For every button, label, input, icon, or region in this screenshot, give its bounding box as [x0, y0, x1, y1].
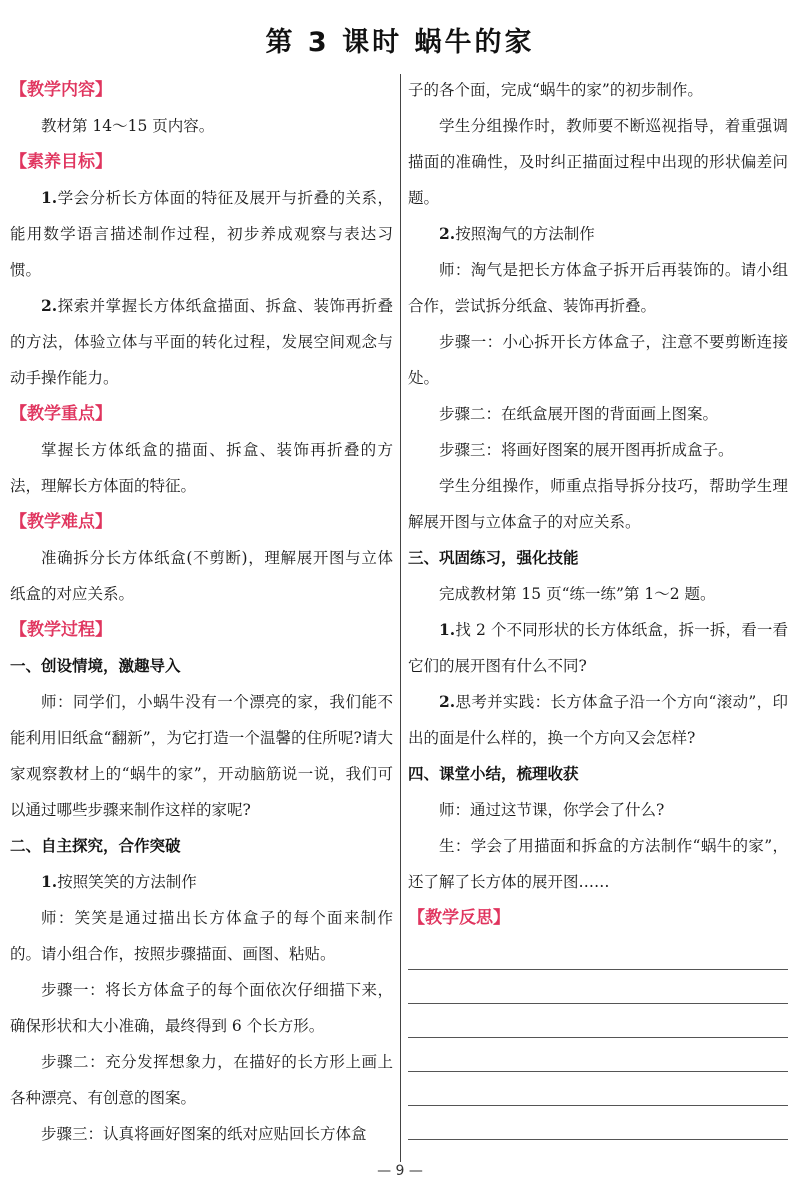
- section-3-heading: 三、巩固练习，强化技能: [408, 549, 579, 567]
- reflection-line: [408, 1071, 788, 1072]
- section-4-paragraph-1: 师：通过这节课，你学会了什么?: [439, 801, 665, 819]
- process-tag: 【教学过程】: [10, 620, 112, 640]
- section-3-item-2-text: 思考并实践：长方体盒子沿一个方向“滚动”，印出的面是什么样的，换一个方向又会怎样?: [408, 693, 788, 747]
- section-2-step-2: 步骤二：充分发挥想象力，在描好的长方形上画上各种漂亮、有创意的图案。: [10, 1053, 393, 1107]
- difficult-point-tag: 【教学难点】: [10, 512, 112, 532]
- group-work-paragraph: 学生分组操作，师重点指导拆分技巧，帮助学生理解展开图与立体盒子的对应关系。: [408, 477, 788, 531]
- taoqi-step-1: 步骤一：小心拆开长方体盒子，注意不要剪断连接处。: [408, 333, 788, 387]
- section-3-item-1-number: 1.: [439, 620, 456, 639]
- section-3-paragraph: 完成教材第 15 页“练一练”第 1～2 题。: [439, 585, 716, 603]
- section-1-paragraph: 师：同学们，小蜗牛没有一个漂亮的家，我们能不能利用旧纸盒“翻新”，为它打造一个温馨的住所呢?请大家观察教材上的“蜗牛的家”，开动脑筋说一说，我们可以通过哪些步骤来制作这样的家呢?: [10, 693, 393, 819]
- section-3-item-2: [408, 684, 788, 756]
- reflection-lines: [408, 969, 788, 1140]
- difficult-point-text: 准确拆分长方体纸盒(不剪断)，理解展开图与立体纸盒的对应关系。: [10, 549, 393, 603]
- step-3-continuation: 子的各个面，完成“蜗牛的家”的初步制作。: [408, 81, 703, 99]
- reflection-tag: 【教学反思】: [408, 908, 510, 928]
- section-2-step-1: 步骤一：将长方体盒子的每个面依次仔细描下来，确保形状和大小准确，最终得到 6 个长方形。: [10, 981, 393, 1035]
- goal-1: [10, 180, 393, 288]
- section-2-item-1: [10, 864, 393, 900]
- section-4-heading: 四、课堂小结，梳理收获: [408, 765, 579, 783]
- section-2-item-2-text: 按照淘气的方法制作: [455, 225, 595, 243]
- reflection-line: [408, 1003, 788, 1004]
- section-3-item-2-number: 2.: [439, 692, 456, 711]
- goal-2-text: 探索并掌握长方体纸盒描面、拆盒、装饰再折叠的方法，体验立体与平面的转化过程，发展空间观念与动手操作能力。: [10, 297, 393, 387]
- section-2-item-2: [408, 216, 788, 252]
- section-2-paragraph: 师：笑笑是通过描出长方体盒子的每个面来制作的。请小组合作，按照步骤描面、画图、粘贴。: [10, 909, 393, 963]
- section-4-paragraph-2: 生：学会了用描面和拆盒的方法制作“蜗牛的家”，还了解了长方体的展开图……: [408, 837, 788, 891]
- content-text: 教材第 14～15 页内容。: [41, 117, 215, 135]
- taoqi-paragraph: 师：淘气是把长方体盒子拆开后再装饰的。请小组合作，尝试拆分纸盒、装饰再折叠。: [408, 261, 788, 315]
- goals-tag: 【素养目标】: [10, 152, 112, 172]
- section-2-item-1-number: 1.: [41, 872, 58, 891]
- taoqi-step-3: 步骤三：将画好图案的展开图再折成盒子。: [439, 441, 734, 459]
- column-divider: [400, 74, 401, 1162]
- section-2-item-2-number: 2.: [439, 224, 456, 243]
- section-2-item-1-text: 按照笑笑的方法制作: [57, 873, 197, 891]
- goal-2: [10, 288, 393, 396]
- reflection-line: [408, 1139, 788, 1140]
- left-column: [10, 72, 393, 1152]
- goal-1-number: 1.: [41, 188, 58, 207]
- guidance-paragraph: 学生分组操作时，教师要不断巡视指导，着重强调描面的准确性，及时纠正描面过程中出现的形状偏差问题。: [408, 117, 788, 207]
- goal-1-text: 学会分析长方体面的特征及展开与折叠的关系，能用数学语言描述制作过程，初步养成观察与表达习惯。: [10, 189, 393, 279]
- section-2-heading: 二、自主探究，合作突破: [10, 837, 181, 855]
- section-2-step-3: 步骤三：认真将画好图案的纸对应贴回长方体盒: [41, 1125, 367, 1143]
- reflection-line: [408, 1105, 788, 1106]
- right-column: [408, 72, 788, 1140]
- key-point-tag: 【教学重点】: [10, 404, 112, 424]
- reflection-line: [408, 1037, 788, 1038]
- page-number: — 9 —: [377, 1163, 423, 1179]
- reflection-line: [408, 969, 788, 970]
- content-tag: 【教学内容】: [10, 80, 112, 100]
- goal-2-number: 2.: [41, 296, 58, 315]
- section-3-item-1: [408, 612, 788, 684]
- taoqi-step-2: 步骤二：在纸盒展开图的背面画上图案。: [439, 405, 719, 423]
- key-point-text: 掌握长方体纸盒的描面、拆盒、装饰再折叠的方法，理解长方体面的特征。: [10, 441, 393, 495]
- section-1-heading: 一、创设情境，激趣导入: [10, 657, 181, 675]
- section-3-item-1-text: 找 2 个不同形状的长方体纸盒，拆一拆，看一看它们的展开图有什么不同?: [408, 621, 788, 675]
- lesson-title: 第 3 课时 蜗牛的家: [265, 27, 535, 58]
